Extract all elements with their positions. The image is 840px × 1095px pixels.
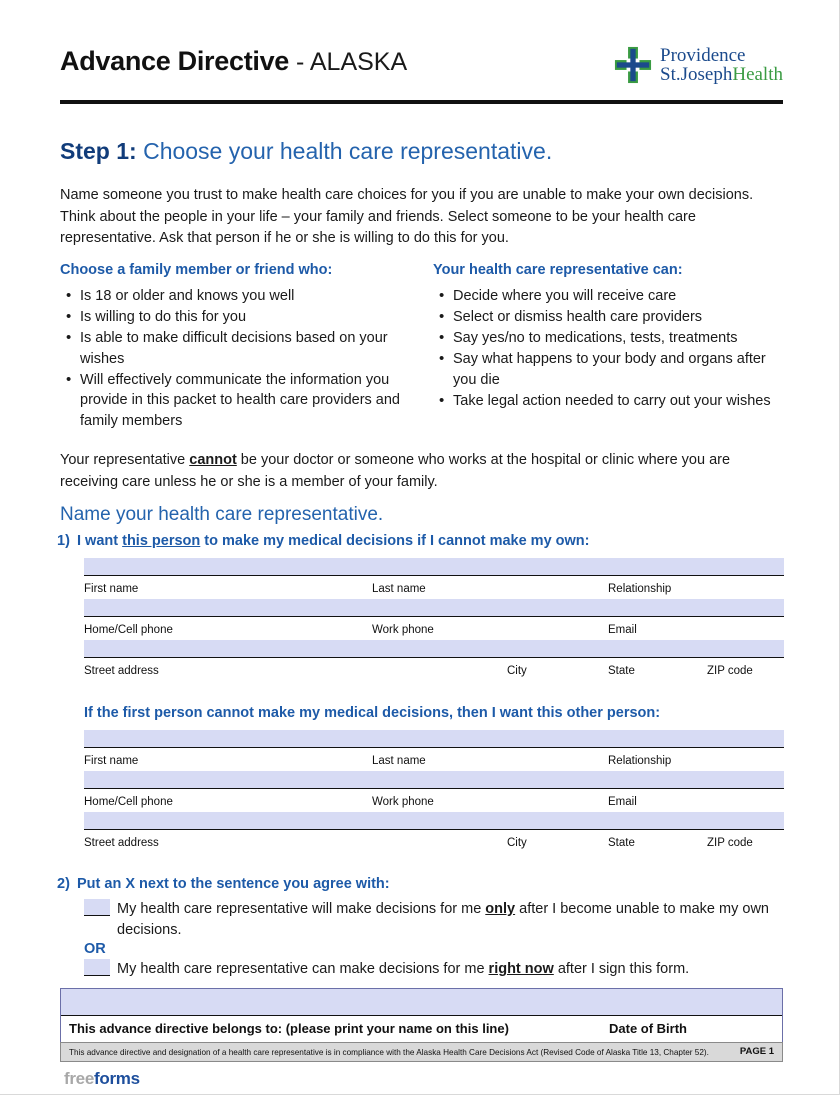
numbered-item-1	[57, 531, 590, 551]
logo-line-stjoseph-health	[660, 65, 783, 84]
logo-stjoseph: St.Joseph	[660, 64, 733, 86]
criteria-right-heading: Your health care representative can:	[433, 262, 683, 278]
alternate-representative-heading: If the first person cannot make my medical decisions, then I want this other person:	[84, 705, 661, 721]
form-row-address	[84, 640, 784, 681]
criteria-column-left	[60, 260, 420, 432]
compliance-footnote-text: This advance directive and designation of a health care representative is in compliance with the Alaska Health Care Decisions Act (Revised Code of Alaska Title 13, Chapter 52).	[69, 1048, 709, 1057]
watermark-forms: forms	[94, 1069, 140, 1088]
form-row-contact	[84, 771, 784, 812]
option-1-after: after I become unable to make my own decisions.	[117, 901, 769, 938]
form-row-names	[84, 730, 784, 771]
work-phone-label: Work phone	[372, 624, 434, 636]
compliance-footnote-bar	[60, 1042, 783, 1062]
primary-representative-form	[84, 558, 784, 681]
owner-name-label: This advance directive belongs to: (please print your name on this line)	[69, 1021, 509, 1036]
option-1-emphasis: only	[485, 901, 516, 917]
page-title	[60, 44, 407, 79]
checkbox-option-right-now[interactable]	[84, 959, 110, 976]
or-separator-label: OR	[84, 941, 106, 957]
owner-labels-row	[61, 1016, 782, 1042]
numbered-item-2	[57, 874, 390, 894]
freeforms-watermark	[64, 1069, 140, 1089]
item-2-heading: Put an X next to the sentence you agree with:	[77, 876, 390, 892]
page-number-label: PAGE 1	[739, 1046, 774, 1057]
relationship-label: Relationship	[608, 583, 672, 595]
title-state: ALASKA	[309, 48, 408, 76]
item-1-text-after: to make my medical decisions if I cannot make my own:	[200, 533, 590, 549]
list-item: • Is 18 or older and knows you well	[80, 286, 420, 307]
item-1-emphasis: this person	[122, 533, 201, 549]
option-2-emphasis: right now	[488, 961, 554, 977]
item-1-number: 1)	[57, 533, 70, 549]
email-label: Email	[608, 624, 637, 636]
street-address-input[interactable]	[84, 812, 784, 830]
email-label: Email	[608, 796, 637, 808]
first-name-input[interactable]	[84, 730, 784, 748]
city-label: City	[507, 665, 527, 677]
checkbox-option-only-when-unable[interactable]	[84, 899, 110, 916]
list-item: • Is able to make difficult decisions based on your wishes	[80, 328, 420, 369]
first-name-input[interactable]	[84, 558, 784, 576]
home-cell-phone-label: Home/Cell phone	[84, 624, 173, 636]
street-address-label: Street address	[84, 665, 159, 677]
city-label: City	[507, 837, 527, 849]
home-cell-phone-label: Home/Cell phone	[84, 796, 173, 808]
item-2-number: 2)	[57, 876, 70, 892]
home-cell-phone-input[interactable]	[84, 771, 784, 789]
list-item: • Is willing to do this for you	[80, 307, 420, 328]
list-item: • Will effectively communicate the information you provide in this packet to health care providers and family members	[80, 370, 420, 432]
relationship-label: Relationship	[608, 755, 672, 767]
item-1-text-before: I want	[77, 533, 123, 549]
form-row-contact	[84, 599, 784, 640]
option-2-before: My health care representative can make decisions for me	[117, 961, 489, 977]
street-address-input[interactable]	[84, 640, 784, 658]
form-row-names	[84, 558, 784, 599]
choice-option-2-text	[117, 959, 785, 980]
last-name-label: Last name	[372, 583, 426, 595]
header-divider-rule	[60, 100, 783, 104]
criteria-right-list	[433, 286, 788, 411]
option-1-before: My health care representative will make decisions for me	[117, 901, 486, 917]
providence-st-joseph-health-logo	[614, 46, 783, 85]
home-cell-phone-input[interactable]	[84, 599, 784, 617]
last-name-label: Last name	[372, 755, 426, 767]
directive-owner-block	[60, 988, 783, 1043]
cross-logo-icon	[614, 46, 652, 84]
watermark-free: free	[64, 1069, 94, 1088]
logo-health: Health	[732, 64, 783, 86]
date-of-birth-label: Date of Birth	[609, 1021, 687, 1036]
representative-powers-column-right	[433, 260, 788, 412]
title-main: Advance Directive	[60, 46, 290, 76]
restriction-text-before: Your representative	[60, 452, 190, 468]
list-item: • Decide where you will receive care	[453, 286, 788, 307]
step-title-text: Choose your health care representative.	[136, 138, 553, 164]
title-separator: -	[289, 48, 310, 76]
choice-option-1-text	[117, 899, 785, 941]
work-phone-label: Work phone	[372, 796, 434, 808]
criteria-left-list	[60, 286, 420, 431]
name-representative-heading: Name your health care representative.	[60, 504, 384, 525]
state-label: State	[608, 665, 635, 677]
option-2-after: after I sign this form.	[553, 961, 690, 977]
step-number-label: Step 1:	[60, 138, 137, 164]
logo-line-providence: Providence	[660, 45, 746, 66]
state-label: State	[608, 837, 635, 849]
zip-code-label: ZIP code	[707, 665, 753, 677]
document-header	[60, 44, 783, 100]
first-name-label: First name	[84, 583, 139, 595]
list-item: • Say what happens to your body and organs after you die	[453, 349, 788, 390]
list-item: • Select or dismiss health care providers	[453, 307, 788, 328]
zip-code-label: ZIP code	[707, 837, 753, 849]
logo-wordmark	[660, 46, 783, 85]
form-row-address	[84, 812, 784, 853]
street-address-label: Street address	[84, 837, 159, 849]
representative-restriction-note	[60, 450, 790, 493]
intro-paragraph: Name someone you trust to make health care choices for you if you are unable to make your own decisions. Think about the people in your life – your family and friends. Select someone to be your health care representative. Ask that person if he or she is willing to do this for you.	[60, 187, 754, 246]
criteria-left-heading: Choose a family member or friend who:	[60, 262, 333, 278]
restriction-text-after: be your doctor or someone who works at the hospital or clinic where you are receiving care unless he or she is a member of your family.	[60, 452, 731, 490]
restriction-emphasis: cannot	[189, 452, 237, 468]
list-item: • Take legal action needed to carry out your wishes	[453, 391, 788, 412]
step-heading	[60, 137, 552, 165]
owner-name-and-dob-input[interactable]	[61, 989, 782, 1016]
alternate-representative-form	[84, 730, 784, 853]
first-name-label: First name	[84, 755, 139, 767]
list-item: • Say yes/no to medications, tests, treatments	[453, 328, 788, 349]
